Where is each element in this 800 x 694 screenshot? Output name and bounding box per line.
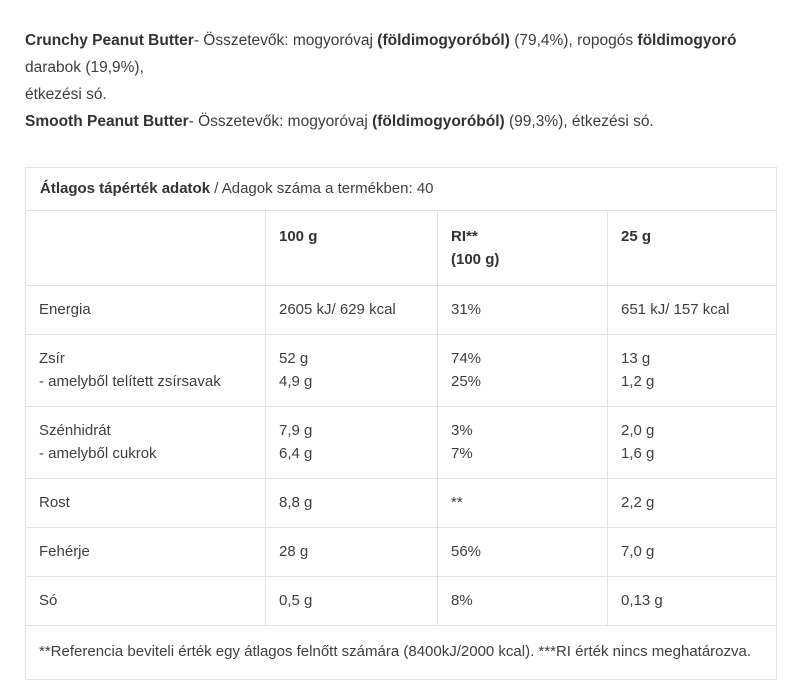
ingredient-paragraph: [25, 108, 775, 135]
cell-line: 2,0 g: [621, 422, 655, 439]
cell-line: 2,2 g: [621, 494, 655, 511]
cell-line: 7%: [451, 445, 473, 462]
cell-line: 74%: [451, 350, 482, 367]
cell-line: 28 g: [279, 543, 309, 560]
ingredients-section: [0, 0, 800, 135]
cell-line: Só: [39, 592, 58, 609]
cell-25g: [607, 335, 776, 406]
cell-100g: [265, 479, 437, 527]
cell-line: Rost: [39, 494, 70, 511]
table-row: [26, 335, 776, 407]
cell-100g: [265, 335, 437, 406]
ingredient-paragraph: [25, 27, 775, 108]
column-header-row: [26, 211, 776, 286]
cell-ri-100g: [437, 577, 607, 625]
table-footnote: **Referencia beviteli érték egy átlagos felnőtt számára (8400kJ/2000 kcal). ***RI érték nincs meghatározva.: [39, 643, 752, 660]
cell-line: - amelyből cukrok: [39, 445, 157, 462]
cell-100g: [265, 528, 437, 576]
cell-line: 52 g: [279, 350, 309, 367]
nutrition-table: [25, 167, 777, 680]
table-title: [26, 168, 776, 211]
cell-line: Zsír: [39, 350, 65, 367]
cell-line: Fehérje: [39, 543, 90, 560]
ingredient-bold-text: (földimogyoróból): [377, 32, 510, 49]
ingredient-bold-text: Crunchy Peanut Butter: [25, 32, 194, 49]
cell-line: 0,13 g: [621, 592, 663, 609]
cell-label: [26, 528, 265, 576]
cell-line: Energia: [39, 301, 91, 318]
cell-line: **: [451, 494, 463, 511]
cell-ri-100g: [437, 407, 607, 478]
cell-line: 25%: [451, 373, 482, 390]
cell-25g: [607, 407, 776, 478]
ingredient-line: [25, 81, 775, 108]
cell-label: [26, 286, 265, 334]
table-row: [26, 407, 776, 479]
ingredient-text: darabok (19,9%),: [25, 59, 144, 76]
cell-25g: [607, 528, 776, 576]
cell-line: 8%: [451, 592, 473, 609]
ingredient-text: (79,4%), ropogós: [509, 32, 638, 49]
table-row: [26, 286, 776, 335]
table-row: [26, 479, 776, 528]
cell-line: 1,6 g: [621, 445, 655, 462]
cell-line: 7,9 g: [279, 422, 313, 439]
ingredient-bold-text: földimogyoró: [637, 32, 737, 49]
cell-line: - amelyből telített zsírsavak: [39, 373, 221, 390]
cell-100g: [265, 286, 437, 334]
cell-line: 6,4 g: [279, 445, 313, 462]
cell-25g: [607, 577, 776, 625]
cell-line: 651 kJ/ 157 kcal: [621, 301, 730, 318]
cell-25g: [607, 479, 776, 527]
table-body: [26, 286, 776, 626]
cell-ri-100g: [437, 479, 607, 527]
col-header-empty: [26, 211, 265, 285]
cell-line: 2605 kJ/ 629 kcal: [279, 301, 396, 318]
col-header-100g: [265, 211, 437, 285]
cell-line: 8,8 g: [279, 494, 313, 511]
ingredient-line: [25, 108, 775, 135]
cell-ri-100g: [437, 335, 607, 406]
cell-line: 3%: [451, 422, 473, 439]
cell-line: 56%: [451, 543, 482, 560]
cell-100g: [265, 407, 437, 478]
ingredient-bold-text: Smooth Peanut Butter: [25, 113, 189, 130]
ingredient-text: - Összetevők: mogyoróvaj: [193, 32, 378, 49]
cell-line: Szénhidrát: [39, 422, 111, 439]
cell-ri-100g: [437, 528, 607, 576]
cell-line: 13 g: [621, 350, 651, 367]
cell-line: 1,2 g: [621, 373, 655, 390]
ingredient-text: (99,3%), étkezési só.: [504, 113, 654, 130]
ingredient-text: - Összetevők: mogyoróvaj: [188, 113, 373, 130]
col-header-line: RI**: [451, 228, 478, 245]
col-header-25g: [607, 211, 776, 285]
col-header-line: (100 g): [451, 251, 500, 268]
table-row: [26, 577, 776, 626]
ingredient-line: [25, 27, 775, 81]
col-header-ri: [437, 211, 607, 285]
col-header-line: 25 g: [621, 228, 652, 245]
cell-ri-100g: [437, 286, 607, 334]
cell-line: 7,0 g: [621, 543, 655, 560]
cell-line: 4,9 g: [279, 373, 313, 390]
table-title-rest: / Adagok száma a termékben: 40: [210, 180, 434, 197]
table-row: [26, 528, 776, 577]
ingredient-text: étkezési só.: [25, 86, 107, 103]
cell-line: 0,5 g: [279, 592, 313, 609]
ingredient-bold-text: (földimogyoróból): [372, 113, 505, 130]
col-header-line: 100 g: [279, 228, 318, 245]
cell-label: [26, 577, 265, 625]
cell-label: [26, 479, 265, 527]
table-title-bold: Átlagos tápérték adatok: [40, 180, 211, 197]
cell-line: 31%: [451, 301, 482, 318]
cell-25g: [607, 286, 776, 334]
cell-label: [26, 335, 265, 406]
cell-100g: [265, 577, 437, 625]
cell-label: [26, 407, 265, 478]
